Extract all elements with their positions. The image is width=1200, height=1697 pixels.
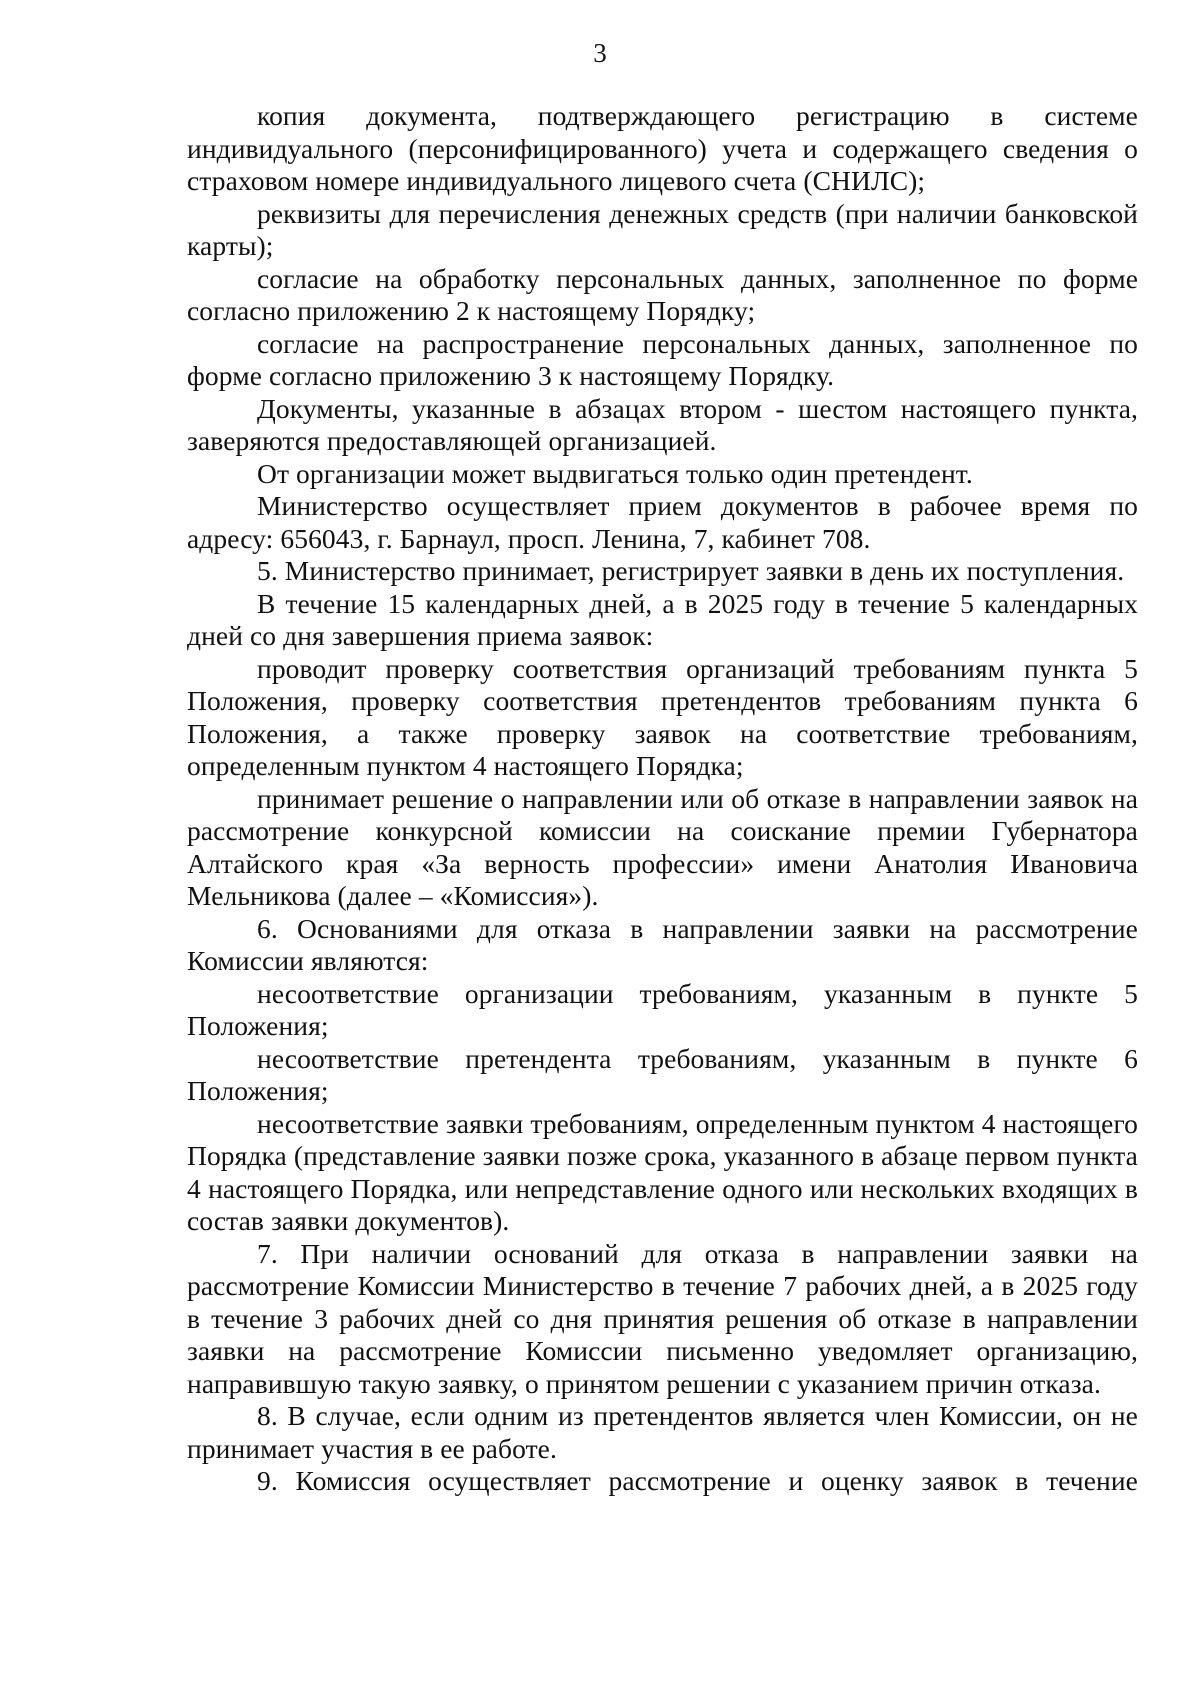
paragraph-consent-processing: согласие на обработку персональных данных, заполненное по форме согласно приложению 2 к настоящему Порядку; [187, 262, 1138, 326]
paragraph-candidate-noncompliance: несоответствие претендента требованиям, указанным в пункте 6 Положения; [187, 1042, 1138, 1106]
paragraph-commission-decision: принимает решение о направлении или об отказе в направлении заявок на рассмотрение конкурсной комиссии на соискание премии Губернатора Алтайского края «За верность профессии» имени Анатолия Ивановича Мельникова (далее – «Комиссия»). [187, 782, 1138, 911]
paragraph-bank-details: реквизиты для перечисления денежных средств (при наличии банковской карты); [187, 197, 1138, 261]
paragraph-review-period: В течение 15 календарных дней, а в 2025 году в течение 5 календарных дней со дня завершения приема заявок: [187, 587, 1138, 651]
paragraph-org-noncompliance: несоответствие организации требованиям, указанным в пункте 5 Положения; [187, 977, 1138, 1041]
paragraph-item-7: 7. При наличии оснований для отказа в направлении заявки на рассмотрение Комиссии Министерство в течение 7 рабочих дней, а в 2025 году в течение 3 рабочих дней со дня принятия решения об отказе в направлении заявки на рассмотрение Комиссии письменно уведомляет организацию, направившую такую заявку, о принятом решении с указанием причин отказа. [187, 1237, 1138, 1399]
paragraph-application-noncompliance: несоответствие заявки требованиям, определенным пунктом 4 настоящего Порядка (представление заявки позже срока, указанного в абзаце первом пункта 4 настоящего Порядка, или непредставление одного или нескольких входящих в состав заявки документов). [187, 1107, 1138, 1236]
paragraph-snils-copy: копия документа, подтверждающего регистрацию в системе индивидуального (персонифицированного) учета и содержащего сведения о страховом номере индивидуального лицевого счета (СНИЛС); [187, 100, 1138, 196]
paragraph-item-5: 5. Министерство принимает, регистрирует заявки в день их поступления. [257, 555, 1125, 586]
paragraph-one-candidate: От организации может выдвигаться только один претендент. [257, 457, 973, 489]
paragraph-documents-certified: Документы, указанные в абзацах втором - шестом настоящего пункта, заверяются предоставляющей организацией. [187, 392, 1138, 456]
paragraph-compliance-check: проводит проверку соответствия организаций требованиям пункта 5 Положения, проверку соответствия претендентов требованиям пункта 6 Положения, а также проверку заявок на соответствие требованиям, определенным пунктом 4 настоящего Порядка; [187, 652, 1138, 781]
paragraph-item-8: 8. В случае, если одним из претендентов является член Комиссии, он не принимает участия в ее работе. [187, 1400, 1138, 1464]
paragraph-reception-address: Министерство осуществляет прием документов в рабочее время по адресу: 656043, г. Барнаул, просп. Ленина, 7, кабинет 708. [187, 490, 1138, 554]
page-number: 3 [593, 38, 607, 68]
paragraph-item-6: 6. Основаниями для отказа в направлении заявки на рассмотрение Комиссии являются: [187, 912, 1138, 976]
paragraph-consent-distribution: согласие на распространение персональных данных, заполненное по форме согласно приложению 3 к настоящему Порядку. [187, 327, 1138, 391]
paragraph-item-9: 9. Комиссия осуществляет рассмотрение и оценку заявок в течение [257, 1465, 1138, 1496]
document-body [187, 100, 1138, 1498]
